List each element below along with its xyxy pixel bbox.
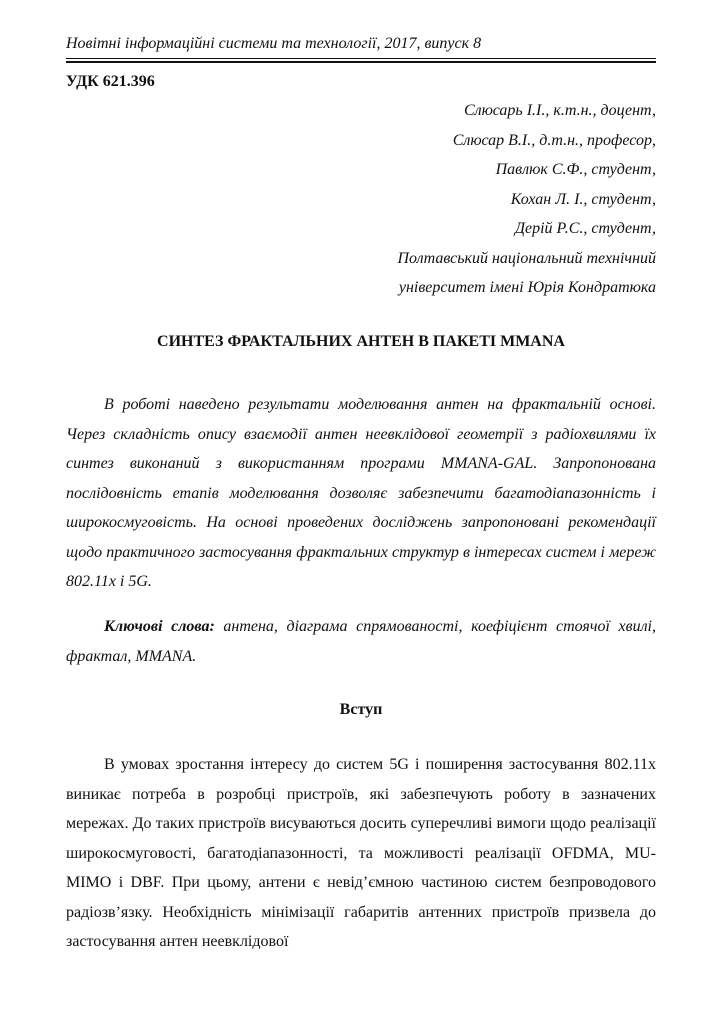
keywords: [66, 612, 656, 671]
affiliation-line: університет імені Юрія Кондратюка: [398, 279, 656, 296]
paper-title: СИНТЕЗ ФРАКТАЛЬНИХ АНТЕН В ПАКЕТІ MMANA: [157, 333, 565, 350]
abstract: В роботі наведено результати моделювання антен на фрактальній основі. Через складність опису взаємодії антен неевклідової геометрії з радіохвилями їх синтез виконаний з використанням програми MMANA-GAL. Запропонована послідовність етапів моделювання дозволяє забезпечити багатодіапазонність і широкосмуговість. На основі проведених досліджень запропоновані рекомендації щодо практичного застосування фрактальних структур в інтересах систем і мереж 802.11x і 5G.: [66, 396, 656, 590]
udk-code: УДК 621.396: [66, 73, 155, 90]
author-line: Кохан Л. І., студент,: [510, 190, 656, 208]
running-header: Новітні інформаційні системи та технології, 2017, випуск 8: [66, 35, 482, 52]
intro-paragraph: В умовах зростання інтересу до систем 5G і поширення застосування 802.11x виникає потреба в розробці пристроїв, які забезпечують роботу в зазначених мережах. До таких пристроїв висуваються досить суперечливі вимоги щодо реалізації широкосмуговості, багатодіапазонності, та можливості реалізації OFDMA, MU-MIMO і DBF. При цьому, антени є невід’ємною частиною систем безпроводового радіозв’язку. Необхідність мінімізації габаритів антенних пристроїв призвела до застосування антен неевклідової: [66, 756, 656, 950]
keywords-label: Ключові слова:: [104, 618, 215, 635]
author-line: Павлюк С.Ф., студент,: [495, 161, 656, 178]
author-line: Слюсар В.І., д.т.н., професор,: [452, 131, 656, 149]
section-heading: Вступ: [339, 701, 383, 718]
keywords-text: антена, діаграма спрямованості, коефіцієнт стоячої хвилі, фрактал, MMANA.: [66, 618, 657, 665]
author-line: Дерій Р.С., студент,: [514, 220, 656, 237]
author-line: Слюсарь І.І., к.т.н., доцент,: [464, 102, 656, 119]
header-rule-thick: [66, 61, 656, 63]
affiliation-line: Полтавський національний технічний: [397, 249, 656, 267]
header-rule-thin: [66, 58, 656, 59]
author-block: [236, 96, 656, 303]
